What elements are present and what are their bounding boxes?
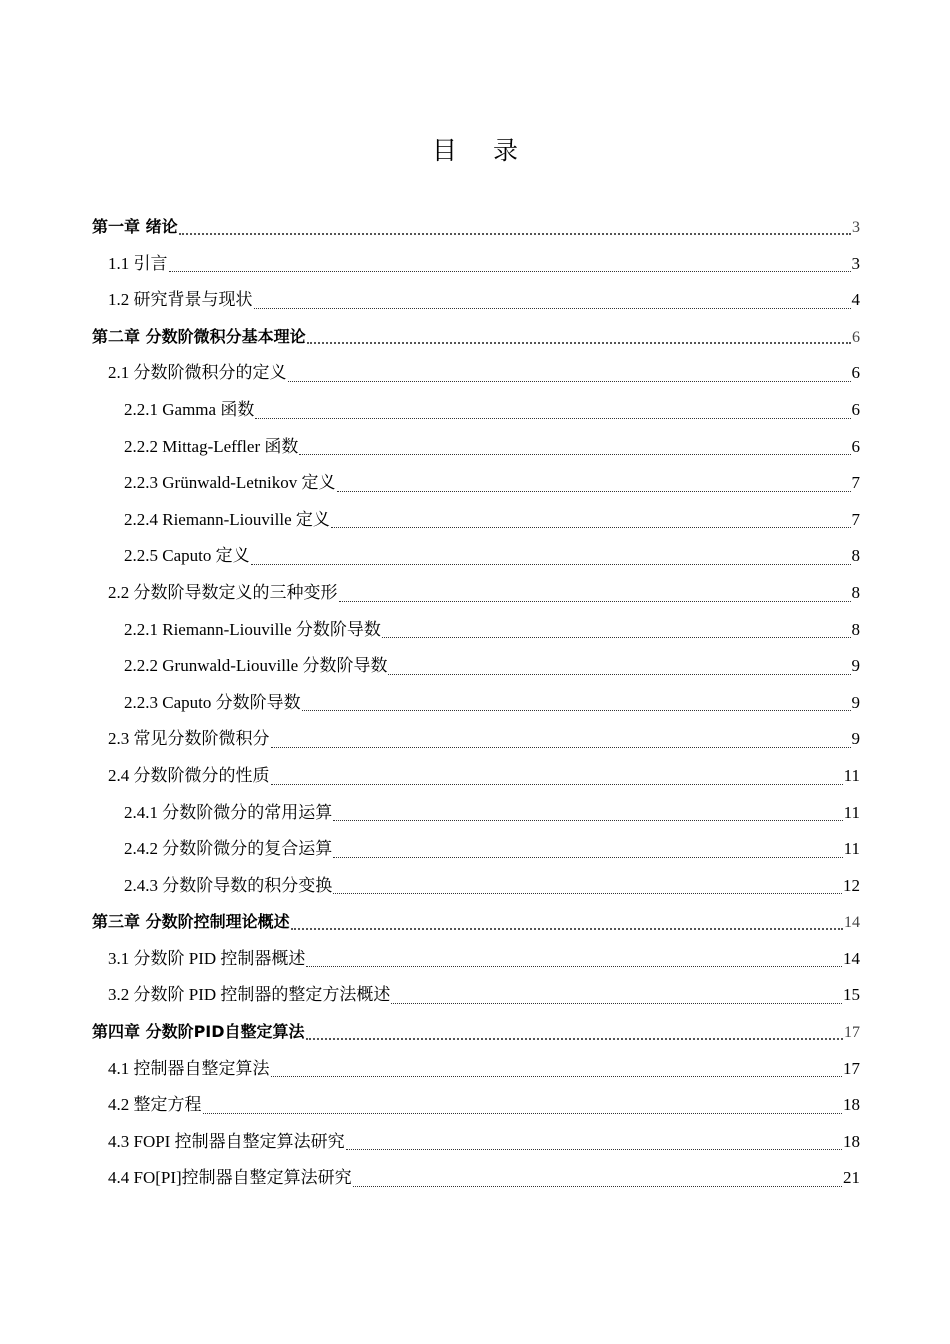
toc-entry-label: 2.4.3 分数阶导数的积分变换 [124,875,333,895]
toc-page-number: 3 [851,253,860,273]
toc-dot-leader [299,429,850,466]
toc-page-number: 6 [851,363,860,383]
toc-section-entry[interactable] [92,977,860,1014]
toc-page-number: 8 [851,619,860,639]
toc-subsection-entry[interactable] [92,465,860,502]
toc-entry-label: 3.2 分数阶 PID 控制器的整定方法概述 [108,985,391,1005]
toc-subsection-entry[interactable] [92,612,860,649]
table-of-contents [92,209,860,1197]
toc-entry-label: 第一章 绪论 [92,217,178,236]
toc-page-number: 11 [843,765,860,785]
toc-section-entry[interactable] [92,1160,860,1197]
toc-dot-leader [251,538,851,575]
toc-entry-label: 2.4.2 分数阶微分的复合运算 [124,839,333,859]
toc-page-number: 18 [843,1131,860,1151]
toc-page-number: 14 [843,948,860,968]
toc-entry-label: 2.2.1 Gamma 函数 [124,399,255,419]
toc-section-entry[interactable] [92,758,860,795]
toc-subsection-entry[interactable] [92,429,860,466]
toc-page-number: 9 [851,656,860,676]
toc-chapter-entry[interactable] [92,1014,860,1051]
toc-entry-label: 2.3 常见分数阶微积分 [108,729,270,749]
toc-entry-label: 3.1 分数阶 PID 控制器概述 [108,948,306,968]
toc-chapter-entry[interactable] [92,319,860,356]
toc-page-number: 3 [852,219,860,236]
toc-subsection-entry[interactable] [92,502,860,539]
toc-section-entry[interactable] [92,246,860,283]
toc-dot-leader [382,612,851,649]
toc-subsection-entry[interactable] [92,648,860,685]
toc-entry-label: 第四章 分数阶PID自整定算法 [92,1022,305,1042]
toc-dot-leader [333,795,842,832]
toc-entry-label: 第三章 分数阶控制理论概述 [92,912,290,932]
toc-entry-label: 2.4.1 分数阶微分的常用运算 [124,802,333,822]
toc-page-number: 9 [851,692,860,712]
toc-subsection-entry[interactable] [92,831,860,868]
toc-page-number: 4 [851,290,860,310]
toc-page-number: 9 [851,729,860,749]
toc-page-number: 18 [843,1095,860,1115]
toc-dot-leader [331,502,851,539]
toc-page-number: 7 [851,509,860,529]
toc-chapter-entry[interactable] [92,904,860,941]
toc-entry-label: 4.1 控制器自整定算法 [108,1058,270,1078]
toc-dot-leader [306,1014,843,1051]
toc-dot-leader [255,392,850,429]
toc-section-entry[interactable] [92,721,860,758]
toc-dot-leader [333,831,842,868]
toc-dot-leader [271,721,851,758]
toc-page-number: 6 [852,328,860,346]
toc-page-number: 15 [843,985,860,1005]
toc-dot-leader [179,209,851,246]
toc-dot-leader [271,758,843,795]
toc-section-entry[interactable] [92,1087,860,1124]
toc-entry-label: 2.2.2 Mittag-Leffler 函数 [124,436,299,456]
toc-section-entry[interactable] [92,1124,860,1161]
toc-dot-leader [271,1051,843,1088]
toc-page-number: 8 [851,546,860,566]
toc-entry-label: 1.1 引言 [108,253,168,273]
toc-entry-label: 2.2.4 Riemann-Liouville 定义 [124,509,330,529]
toc-dot-leader [288,355,851,392]
toc-section-entry[interactable] [92,282,860,319]
toc-subsection-entry[interactable] [92,795,860,832]
toc-dot-leader [254,282,851,319]
toc-page-number: 14 [844,914,860,932]
toc-section-entry[interactable] [92,355,860,392]
toc-dot-leader [291,904,843,941]
toc-dot-leader [306,941,842,978]
toc-entry-label: 4.4 FO[PI]控制器自整定算法研究 [108,1168,352,1188]
toc-subsection-entry[interactable] [92,868,860,905]
toc-page-number: 11 [843,839,860,859]
toc-entry-label: 2.2 分数阶导数定义的三种变形 [108,582,338,602]
toc-page-number: 11 [843,802,860,822]
toc-page-number: 17 [843,1058,860,1078]
toc-dot-leader [353,1160,842,1197]
toc-section-entry[interactable] [92,941,860,978]
toc-page-number: 12 [843,875,860,895]
toc-dot-leader [339,575,851,612]
toc-dot-leader [302,685,851,722]
toc-entry-label: 2.1 分数阶微积分的定义 [108,363,287,383]
toc-entry-label: 1.2 研究背景与现状 [108,290,253,310]
toc-entry-label: 第二章 分数阶微积分基本理论 [92,326,306,346]
toc-dot-leader [203,1087,843,1124]
toc-page-number: 7 [851,473,860,493]
toc-entry-label: 2.2.3 Caputo 分数阶导数 [124,692,301,712]
toc-chapter-entry[interactable] [92,209,860,246]
toc-page-number: 6 [851,399,860,419]
toc-dot-leader [391,977,842,1014]
toc-dot-leader [333,868,842,905]
toc-entry-label: 2.4 分数阶微分的性质 [108,765,270,785]
toc-dot-leader [169,246,851,283]
toc-entry-label: 2.2.1 Riemann-Liouville 分数阶导数 [124,619,381,639]
toc-section-entry[interactable] [92,575,860,612]
toc-subsection-entry[interactable] [92,685,860,722]
toc-entry-label: 4.2 整定方程 [108,1095,202,1115]
toc-dot-leader [346,1124,842,1161]
toc-page-number: 8 [851,582,860,602]
toc-entry-label: 2.2.3 Grünwald-Letnikov 定义 [124,473,336,493]
toc-entry-label: 4.3 FOPI 控制器自整定算法研究 [108,1131,345,1151]
page-title: 目 录 [432,136,532,165]
toc-subsection-entry[interactable] [92,538,860,575]
toc-entry-label: 2.2.2 Grunwald-Liouville 分数阶导数 [124,656,388,676]
toc-dot-leader [388,648,850,685]
toc-subsection-entry[interactable] [92,392,860,429]
toc-section-entry[interactable] [92,1051,860,1088]
toc-entry-label: 2.2.5 Caputo 定义 [124,546,250,566]
toc-dot-leader [307,319,851,356]
toc-dot-leader [337,465,851,502]
toc-page-number: 21 [843,1168,860,1188]
toc-page-number: 17 [844,1024,860,1042]
toc-page-number: 6 [851,436,860,456]
